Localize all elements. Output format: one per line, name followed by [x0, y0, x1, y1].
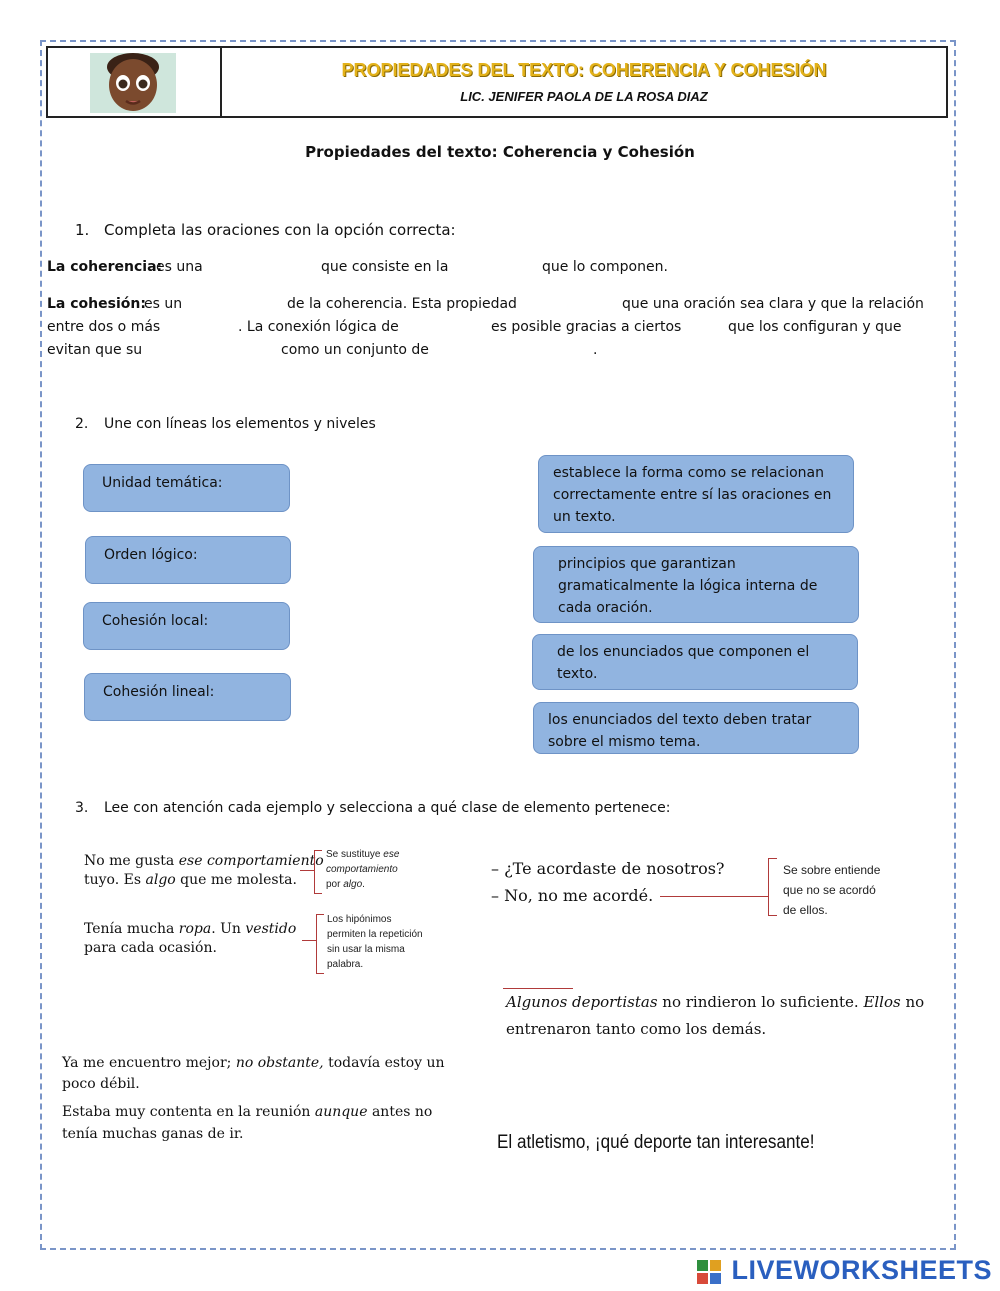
- cohesion-text-2b: . La conexión lógica de: [238, 319, 399, 335]
- example-2-note: Los hipónimos permiten la repetición sin usar la misma palabra.: [327, 914, 423, 970]
- example-3-line-1[interactable]: – ¿Te acordaste de nosotros?: [491, 859, 725, 878]
- match-right-4-line-2: sobre el mismo tema.: [548, 734, 701, 750]
- cohesion-label: La cohesión:: [47, 296, 146, 312]
- cohesion-text-3c: .: [593, 342, 598, 358]
- example-4-line-1[interactable]: Algunos deportistas no rindieron lo suficiente. Ellos no: [506, 993, 925, 1011]
- match-right-4-line-1: los enunciados del texto deben tratar: [548, 712, 812, 728]
- match-right-1-line-3: un texto.: [553, 509, 616, 525]
- match-left-cohesion-local[interactable]: Cohesión local:: [83, 602, 290, 650]
- liveworksheets-brand: LIVEWORKSHEETS: [731, 1255, 992, 1285]
- example-1-bracket: [314, 850, 322, 894]
- match-right-principios[interactable]: [533, 546, 859, 623]
- example-4-mark: [503, 988, 573, 989]
- avatar-cell: [48, 48, 222, 116]
- coherencia-text-3: que lo componen.: [542, 259, 668, 275]
- example-5-line-1[interactable]: Ya me encuentro mejor; no obstante, todavía estoy un: [62, 1055, 445, 1071]
- liveworksheets-logo-icon: [697, 1260, 721, 1284]
- cohesion-text-2d: que los configuran y que: [728, 319, 902, 335]
- cohesion-text-2c: es posible gracias a ciertos: [491, 319, 682, 335]
- match-left-orden-logico[interactable]: Orden lógico:: [85, 536, 291, 584]
- example-2-line-2[interactable]: para cada ocasión.: [84, 940, 217, 956]
- example-3-connector: [660, 896, 768, 897]
- example-6-line-2[interactable]: tenía muchas ganas de ir.: [62, 1126, 244, 1142]
- match-right-2-line-1: principios que garantizan: [558, 556, 736, 572]
- page-subtitle: Propiedades del texto: Coherencia y Cohesión: [305, 143, 695, 161]
- example-3-note: Se sobre entiende que no se acordó de ellos.: [783, 863, 881, 917]
- q3-instruction: Lee con atención cada ejemplo y selecciona a qué clase de elemento pertenece:: [104, 800, 671, 816]
- example-3-bracket: [768, 858, 777, 916]
- example-5-line-2[interactable]: poco débil.: [62, 1076, 140, 1092]
- match-right-2-line-2: gramaticalmente la lógica interna de: [558, 578, 818, 594]
- match-right-1-line-2: correctamente entre sí las oraciones en: [553, 487, 832, 503]
- example-2-line-1[interactable]: Tenía mucha ropa. Un vestido: [84, 921, 297, 937]
- cohesion-text-2a: entre dos o más: [47, 319, 161, 335]
- example-2-connector: [302, 940, 316, 941]
- example-2-bracket: [316, 914, 324, 974]
- example-1-note: Se sustituye ese comportamiento por algo.: [326, 849, 400, 890]
- match-right-2-line-3: cada oración.: [558, 600, 653, 616]
- title-cell: [222, 48, 946, 116]
- coherencia-text-1: es una: [156, 259, 203, 275]
- author-name: LIC. JENIFER PAOLA DE LA ROSA DIAZ: [460, 89, 708, 104]
- q2-instruction: Une con líneas los elementos y niveles: [104, 416, 376, 432]
- worksheet-title: PROPIEDADES DEL TEXTO: COHERENCIA Y COHESIÓN: [341, 60, 827, 80]
- coherencia-label: La coherencia:: [47, 259, 163, 275]
- cohesion-text-1c: que una oración sea clara y que la relación: [622, 296, 924, 312]
- example-4-line-2[interactable]: entrenaron tanto como los demás.: [506, 1020, 767, 1038]
- example-1-connector: [300, 870, 314, 871]
- cohesion-text-3a: evitan que su: [47, 342, 143, 358]
- example-7-sentence[interactable]: El atletismo, ¡qué deporte tan interesante!: [497, 1132, 815, 1153]
- q2-number: 2.: [75, 416, 89, 432]
- example-1-line-2[interactable]: tuyo. Es algo que me molesta.: [84, 872, 297, 888]
- coherencia-text-2: que consiste en la: [321, 259, 449, 275]
- match-right-1-line-1: establece la forma como se relacionan: [553, 465, 824, 481]
- match-right-enunciados[interactable]: [532, 634, 858, 690]
- match-right-3-line-1: de los enunciados que componen el: [557, 644, 810, 660]
- cohesion-text-3b: como un conjunto de: [281, 342, 429, 358]
- q3-number: 3.: [75, 800, 89, 816]
- q1-instruction: Completa las oraciones con la opción correcta:: [104, 221, 456, 239]
- example-1-line-1[interactable]: No me gusta ese comportamiento: [84, 853, 324, 869]
- example-6-line-1[interactable]: Estaba muy contenta en la reunión aunque antes no: [62, 1104, 433, 1120]
- cohesion-text-1a: es un: [144, 296, 183, 312]
- match-right-relacion-oraciones[interactable]: [538, 455, 854, 533]
- q1-number: 1.: [75, 221, 90, 239]
- match-right-mismo-tema[interactable]: [533, 702, 859, 754]
- avatar-cartoon-image: [90, 53, 176, 113]
- example-3-line-2[interactable]: – No, no me acordé.: [491, 886, 654, 905]
- match-right-3-line-2: texto.: [557, 666, 598, 682]
- match-left-cohesion-lineal[interactable]: Cohesión lineal:: [84, 673, 291, 721]
- cohesion-text-1b: de la coherencia. Esta propiedad: [287, 296, 517, 312]
- header-table: [46, 46, 948, 118]
- match-left-unidad-tematica[interactable]: Unidad temática:: [83, 464, 290, 512]
